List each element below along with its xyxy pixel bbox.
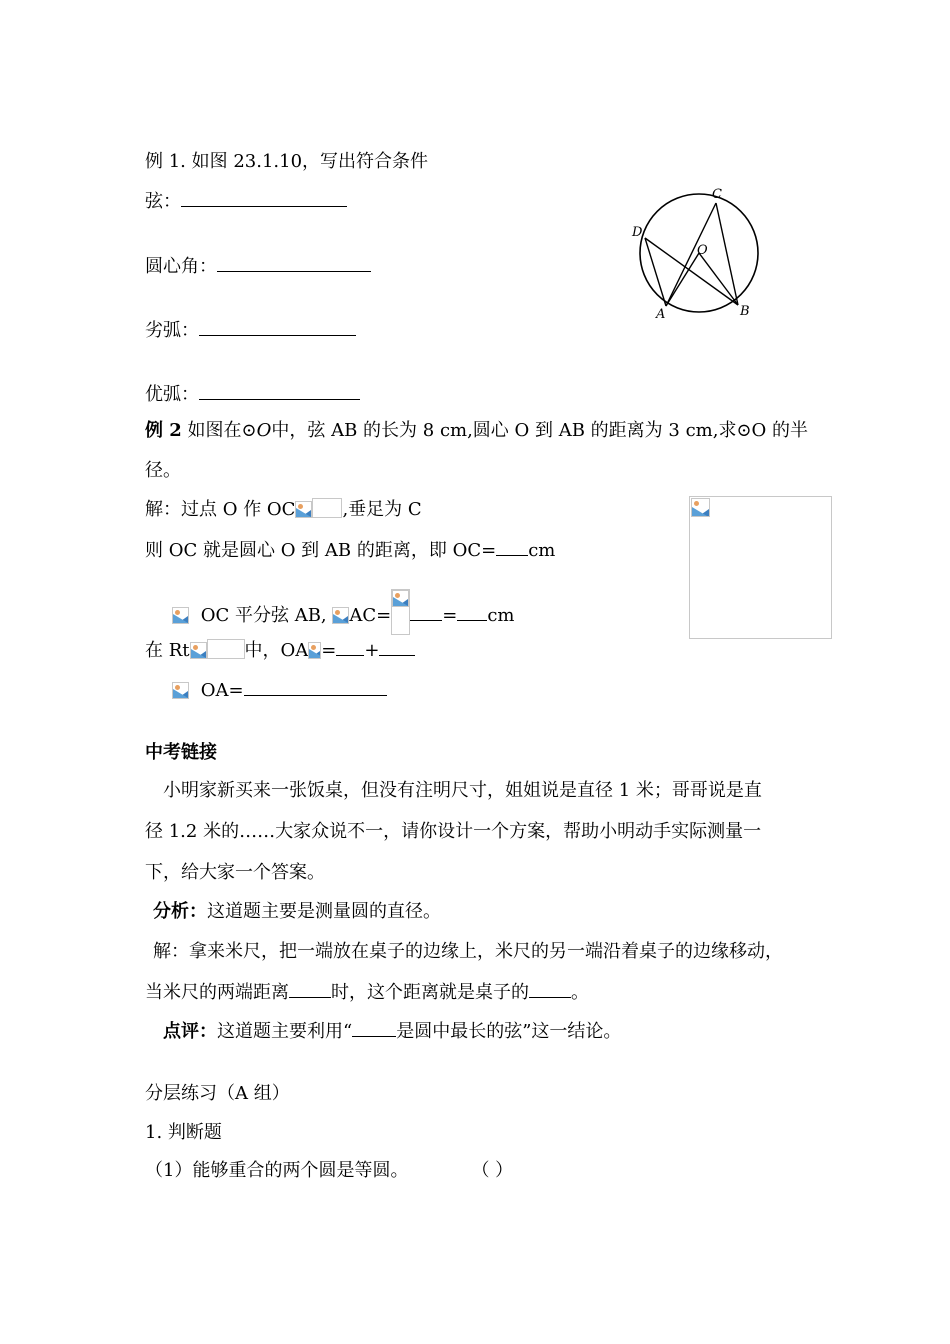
solution-line2 <box>145 538 555 563</box>
solution-line5 <box>172 678 387 703</box>
broken-image-icon <box>392 590 409 607</box>
comment-line <box>163 1019 621 1044</box>
link-solution-b3: 。 <box>571 982 589 1003</box>
solution-line3-c: = <box>442 605 458 626</box>
example2-circle-o: O <box>256 420 272 441</box>
central-angle-answer-blank[interactable] <box>217 254 371 272</box>
chord-label: 弦： <box>145 191 181 212</box>
solution-line2-a: 则 OC 就是圆心 O 到 AB 的距离，即 OC= <box>145 540 497 561</box>
analysis-line <box>153 900 441 924</box>
solution-line4 <box>145 638 415 663</box>
oa-blank-2[interactable] <box>379 638 415 656</box>
line-a-o <box>666 253 699 306</box>
practice-item1: 1. 判断题 <box>145 1122 222 1143</box>
link-solution-line1: 解：拿来米尺，把一端放在桌子的边缘上，米尺的另一端沿着桌子的边缘移动， <box>153 941 783 962</box>
major-arc-label: 优弧： <box>145 384 199 405</box>
line-a-c <box>666 203 716 306</box>
chord-prompt <box>145 189 347 214</box>
ac-blank-1[interactable] <box>410 603 442 621</box>
analysis-label: 分析： <box>153 901 207 922</box>
label-c: C <box>712 187 722 202</box>
solution-line1-a: 解：过点 O 作 OC <box>145 499 296 520</box>
analysis-text: 这道题主要是测量圆的直径。 <box>207 901 441 922</box>
example2-text-b: 中，弦 AB 的长为 8 cm,圆心 O 到 AB 的距离为 3 cm,求⊙O 的半 <box>271 420 809 441</box>
solution-line4-c: = <box>321 640 337 661</box>
triangle-image-box <box>207 639 245 659</box>
example2-text-a: 如图在⊙ <box>181 420 257 441</box>
minor-arc-answer-blank[interactable] <box>199 318 356 336</box>
comment-text-b: 是圆中最长的弦”这一结论。 <box>396 1021 622 1042</box>
solution-line1-b: ,垂足为 C <box>342 499 422 520</box>
fraction-image-box <box>391 589 410 635</box>
link-solution-b1: 当米尺的两端距离 <box>145 982 289 1003</box>
example1-title: 例 1. 如图 23.1.10，写出符合条件 <box>145 151 429 172</box>
central-angle-prompt <box>145 254 371 279</box>
solution-line3-d: cm <box>487 605 515 626</box>
broken-image-icon <box>172 682 189 699</box>
practice-q1 <box>145 1159 513 1183</box>
solution-line4-d: + <box>364 640 380 661</box>
comment-text-a: 这道题主要利用“ <box>217 1021 353 1042</box>
minor-arc-label: 劣弧： <box>145 320 199 341</box>
solution-line3-a: OC 平分弦 AB, <box>200 605 333 626</box>
oa-blank-1[interactable] <box>336 638 364 656</box>
solution-line2-b: cm <box>528 540 556 561</box>
example2-line2: 径。 <box>145 460 181 481</box>
link-solution-b2: 时，这个距离就是桌子的 <box>331 982 529 1003</box>
broken-image-icon <box>332 607 349 624</box>
solution-line4-b: 中，OA <box>244 640 309 661</box>
link-solution-line2 <box>145 980 589 1005</box>
broken-image-icon <box>295 501 312 518</box>
label-b: B <box>740 304 750 319</box>
major-arc-answer-blank[interactable] <box>199 382 360 400</box>
chord-answer-blank[interactable] <box>181 189 347 207</box>
diameter-blank[interactable] <box>529 980 571 998</box>
broken-image-icon <box>190 642 207 659</box>
practice-q1-answer[interactable]: （ ） <box>480 1160 514 1181</box>
line-d-b <box>645 238 738 305</box>
oc-blank[interactable] <box>496 538 528 556</box>
label-d: D <box>632 225 643 240</box>
broken-image-icon <box>172 607 189 624</box>
circle-figure <box>628 182 768 322</box>
broken-image-box <box>312 498 342 518</box>
link-para-line2: 径 1.2 米的……大家众说不一，请你设计一个方案，帮助小明动手实际测量一 <box>145 821 762 842</box>
solution-line4-a: 在 Rt <box>145 640 190 661</box>
major-arc-prompt <box>145 382 360 407</box>
solution-line3-b: AC= <box>349 605 392 626</box>
label-o: O <box>697 243 708 258</box>
comment-label: 点评： <box>163 1021 217 1042</box>
example2-line1 <box>145 419 808 443</box>
ac-blank-2[interactable] <box>457 603 487 621</box>
broken-image-icon <box>308 642 321 659</box>
practice-q1-text: （1）能够重合的两个圆是等圆。 <box>145 1160 409 1181</box>
link-heading: 中考链接 <box>145 742 217 763</box>
practice-heading: 分层练习（A 组） <box>145 1083 290 1104</box>
solution-line1 <box>145 498 422 522</box>
label-a: A <box>656 307 666 322</box>
central-angle-label: 圆心角： <box>145 256 217 277</box>
missing-figure-frame <box>689 496 832 639</box>
broken-image-icon <box>691 498 710 517</box>
solution-line3 <box>172 589 515 635</box>
solution-line5-a: OA= <box>200 680 244 701</box>
oa-result-blank[interactable] <box>244 678 387 696</box>
comment-blank[interactable] <box>352 1019 396 1037</box>
link-para-line1: 小明家新买来一张饭桌，但没有注明尺寸，姐姐说是直径 1 米；哥哥说是直 <box>163 780 762 801</box>
line-d-a <box>645 238 666 306</box>
minor-arc-prompt <box>145 318 356 343</box>
link-para-line3: 下，给大家一个答案。 <box>145 862 325 883</box>
distance-blank[interactable] <box>289 980 331 998</box>
example2-title: 例 2 <box>145 420 182 441</box>
